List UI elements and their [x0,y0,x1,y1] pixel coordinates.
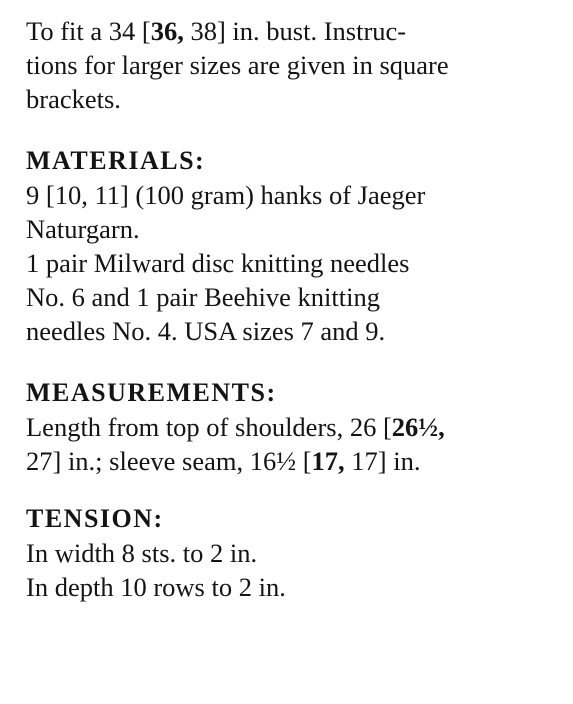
tension-line-2: In depth 10 rows to 2 in. [26,572,286,602]
intro-line-1 [26,14,564,48]
intro-bold-size: 36, [150,16,184,46]
measurements-section [26,376,564,478]
pattern-text [26,14,564,604]
measurements-text: 27] in.; sleeve seam, 16½ [ [26,446,312,476]
tension-section [26,502,564,604]
materials-line-2: Naturgarn. [26,214,140,244]
intro-line-3: brackets. [26,84,121,114]
measurements-bold-size: 17, [311,446,345,476]
materials-line-5: needles No. 4. USA sizes 7 and 9. [26,316,386,346]
measurements-text: Length from top of shoulders, 26 [ [26,412,392,442]
materials-line-3: 1 pair Milward disc knitting needles [26,248,410,278]
intro-text: To fit a 34 [ [26,16,151,46]
intro-line-2: tions for larger sizes are given in square [26,50,449,80]
measurements-line-2 [26,444,564,478]
materials-heading: MATERIALS: [26,146,206,175]
materials-line-4: No. 6 and 1 pair Beehive knitting [26,282,380,312]
intro-section [26,14,564,116]
tension-heading: TENSION: [26,504,164,533]
measurements-heading: MEASUREMENTS: [26,378,277,407]
measurements-line-1 [26,410,564,444]
measurements-bold-size: 26½, [391,412,445,442]
measurements-text: 17] in. [344,446,421,476]
intro-text: 38] in. bust. Instruc- [183,16,407,46]
materials-section [26,144,564,348]
materials-line-1: 9 [10, 11] (100 gram) hanks of Jaeger [26,180,426,210]
tension-line-1: In width 8 sts. to 2 in. [26,538,258,568]
